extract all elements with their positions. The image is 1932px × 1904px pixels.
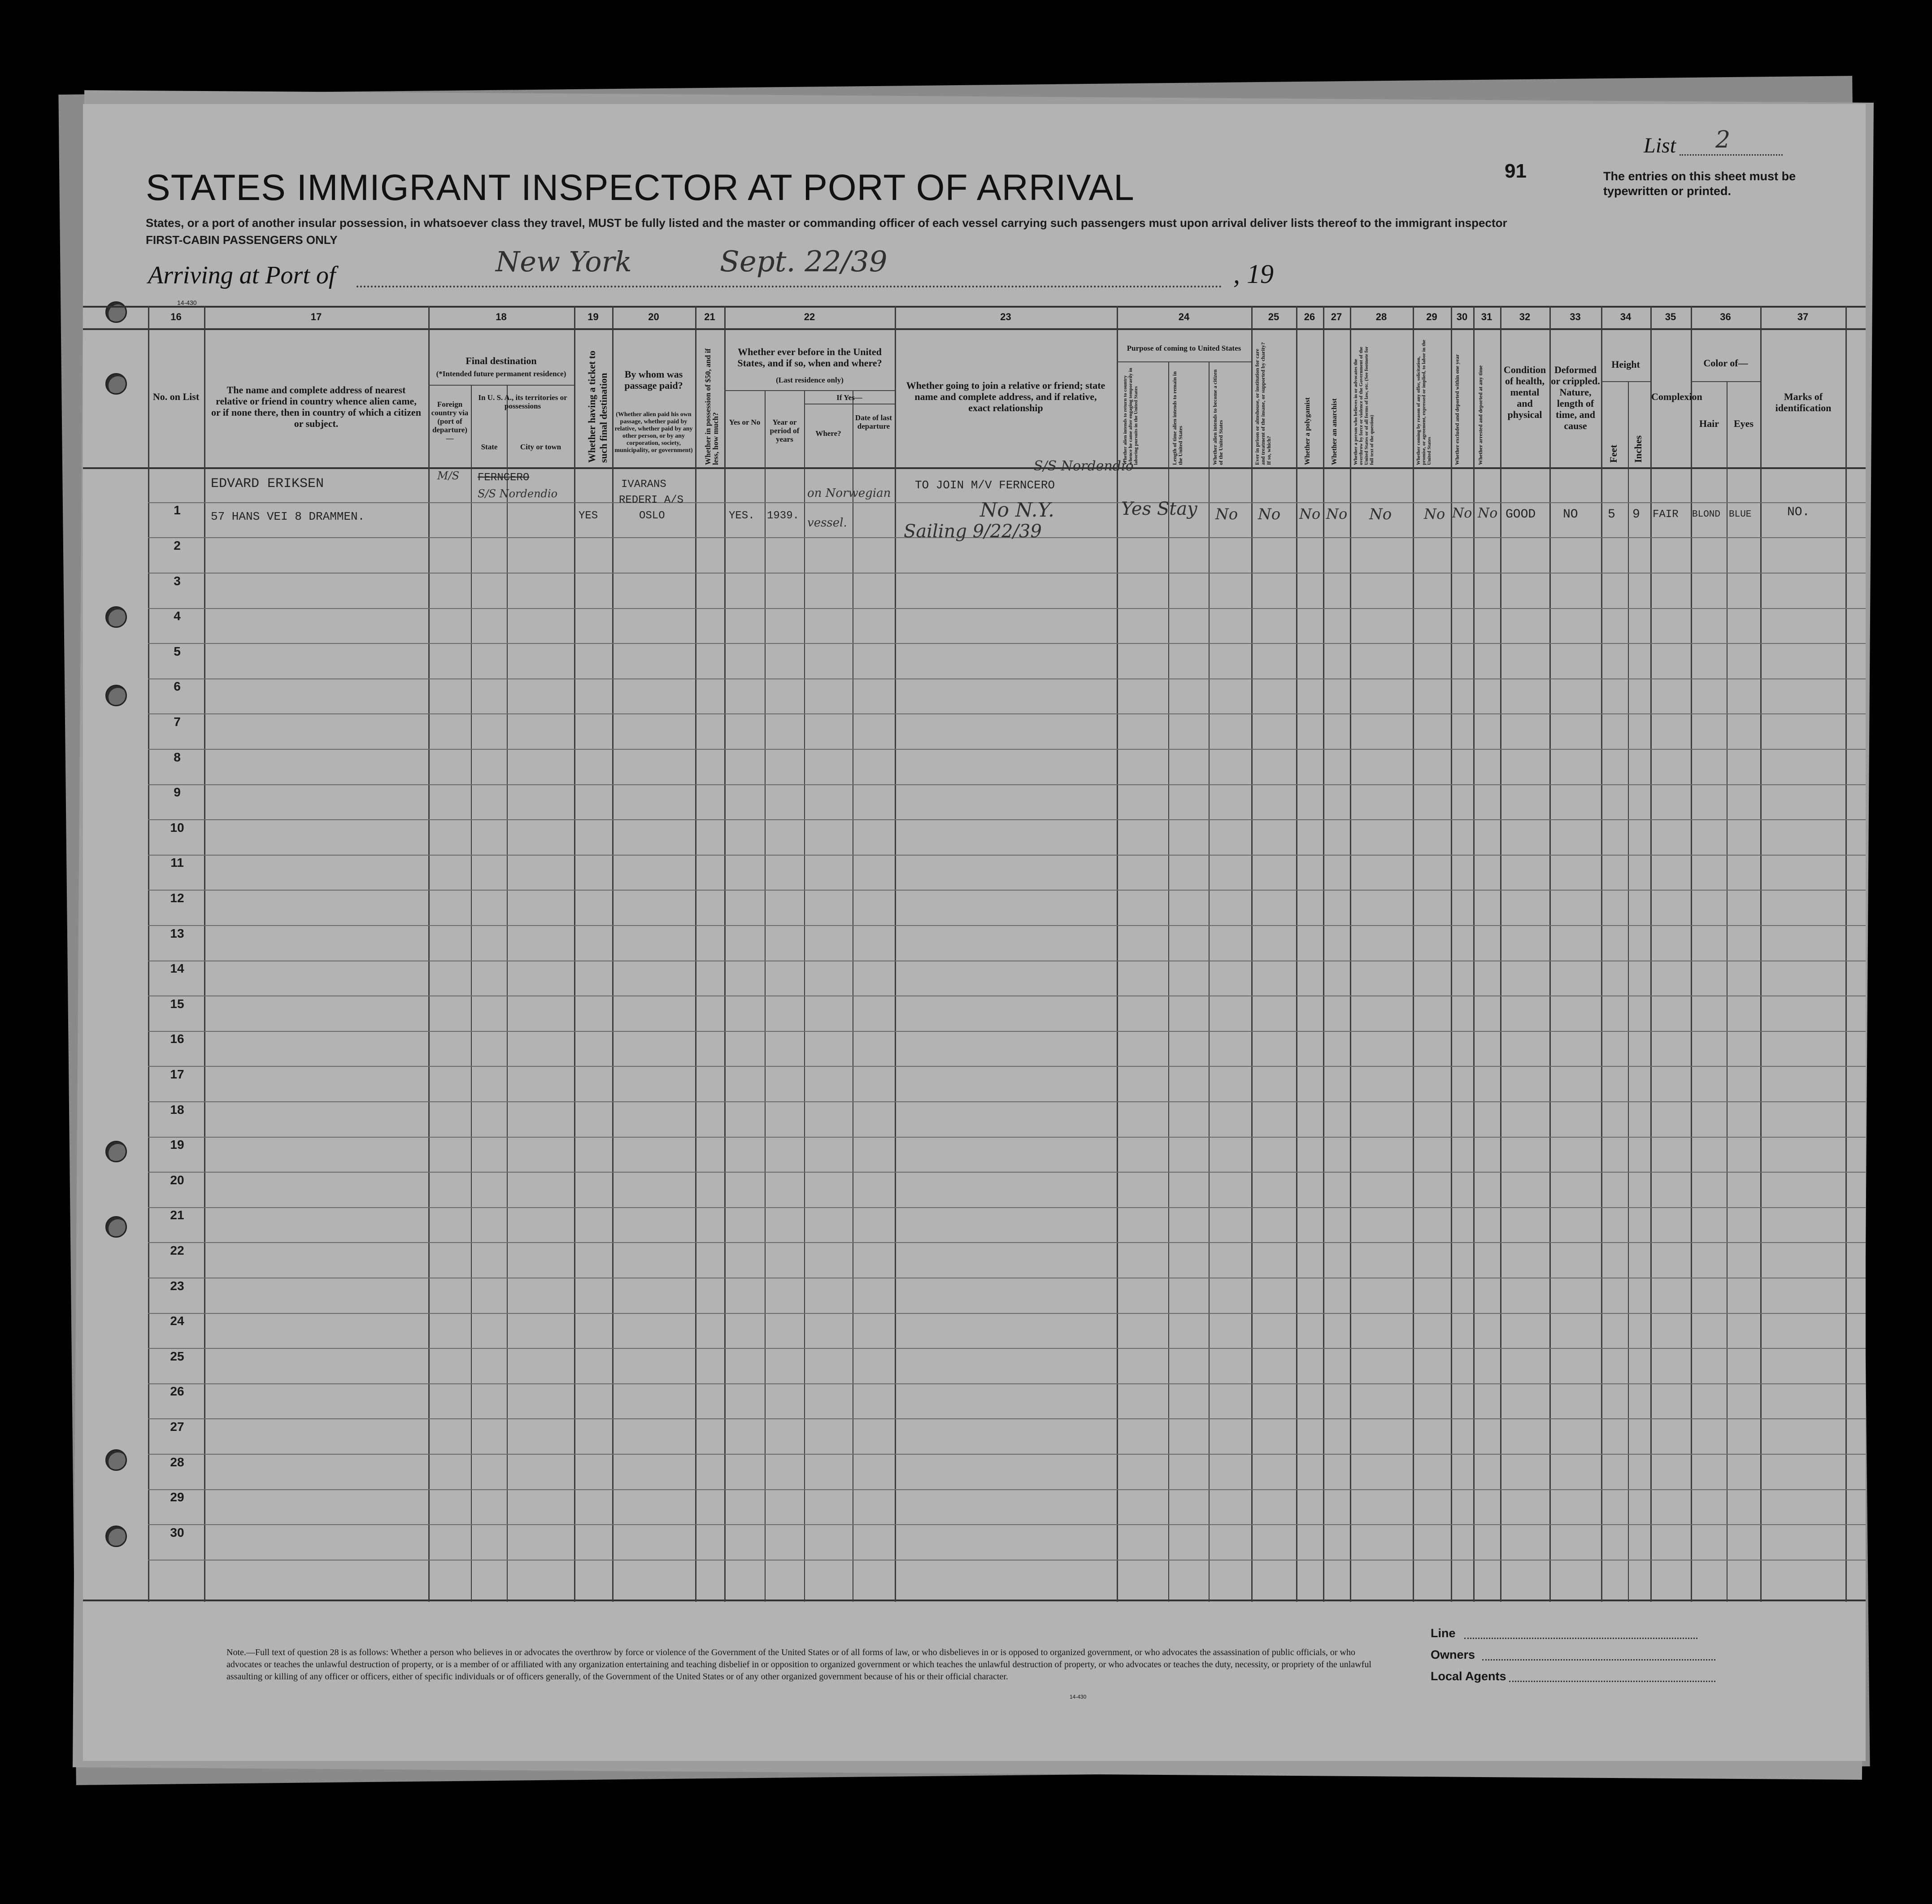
port-handwritten: New York [496,245,632,278]
header-passage-paid-sub: (Whether alien paid his own passage, whether paid by relative, whether paid by any other person, or by any corporation, society, municipality, or government) [614,411,693,454]
column-divider [1209,362,1210,1602]
column-number: 23 [1000,311,1011,322]
punch-hole-icon [105,373,127,395]
column-divider [507,386,508,1602]
header-inches: Inches [1632,435,1644,463]
row-number: 4 [174,609,181,623]
column-number: 34 [1620,311,1632,322]
list-label: List [1644,134,1676,157]
header-final-destination-sub: (*Intended future permanent residence) [436,369,566,378]
punch-hole-icon [105,1526,127,1547]
question28-answer: No [1369,505,1392,523]
header-purpose-a: Whether alien intends to return to country whence he came after engaging temporarily in laboring pursuits in the United States [1123,368,1139,465]
class-line: FIRST-CABIN PASSENGERS ONLY [146,233,338,247]
anarchist-answer: No [1326,505,1348,522]
header-excluded: Whether excluded and deported within one year [1454,354,1460,465]
header-ever-before: Whether ever before in the United States, and if so, when and where? [737,346,882,369]
column-number: 37 [1797,311,1809,322]
column-number: 27 [1331,311,1342,322]
owners-label: Owners [1431,1648,1475,1661]
city-handwritten: S/S Nordendio [478,487,558,500]
header-where: Where? [815,429,841,438]
row-number: 20 [170,1173,184,1187]
column-divider [1845,306,1847,1602]
row-number: 19 [170,1138,184,1152]
header-ever-before-sub: (Last residence only) [776,376,844,384]
deformed-value: NO [1563,508,1578,522]
header-polygamist: Whether a polygamist [1304,397,1311,465]
column-divider [1549,306,1551,1602]
arriving-label: Arriving at Port of [148,261,336,289]
column-number: 36 [1720,311,1731,322]
page-title: STATES IMMIGRANT INSPECTOR AT PORT OF ARRIVAL [146,167,1135,208]
column-number: 31 [1481,311,1493,322]
date-handwritten: Sept. 22/39 [720,245,888,278]
column-divider [148,306,149,1602]
before-yes-no: YES. [729,510,755,522]
table-top-rule [83,306,1866,308]
ticket-value: YES [579,510,598,522]
header-year: Year or period of years [770,418,800,443]
before-year: 1939. [767,510,800,522]
column-number: 35 [1665,311,1676,322]
paid-by-line2: REDERI A/S [619,494,684,506]
header-purpose-b: Length of time alien intends to remain in the United States [1171,371,1184,465]
row-number: 24 [170,1314,184,1328]
column-divider [1296,306,1297,1602]
row-number: 12 [170,891,184,905]
column-number: 17 [310,311,322,322]
row-number: 5 [174,644,181,658]
column-divider [1413,306,1414,1602]
header-usa: In U. S. A., its territories or possessions [478,393,567,410]
column-divider [1168,362,1169,1602]
column-number: 21 [704,311,715,322]
row-number: 7 [174,715,181,729]
column-divider [612,306,614,1602]
state-struck: FERNCERO [478,472,530,484]
header-hair: Hair [1699,418,1719,429]
header-deformed: Deformed or crippled. Nature, length of time, and cause [1551,364,1600,431]
row-number: 14 [170,961,184,975]
header-arrested: Whether arrested and deported at any time [1477,365,1484,465]
height-inches: 9 [1632,508,1640,522]
column-divider [428,306,430,1602]
row-number: 26 [170,1384,184,1398]
header-feet: Feet [1608,444,1619,463]
join-handwritten-3: Sailing 9/22/39 [904,521,1042,542]
prison-answer: No [1258,505,1281,523]
punch-hole-icon [105,1216,127,1238]
header-state: State [481,443,498,451]
relative-name: EDVARD ERIKSEN [211,476,324,491]
row-number: 15 [170,997,184,1011]
column-divider [724,306,726,1602]
join-handwritten-2: No N.Y. [980,499,1055,522]
row-number: 10 [170,821,184,835]
header-passage-paid: By whom was passage paid? [624,369,683,391]
punch-hole-icon [105,1449,127,1471]
row-number: 16 [170,1032,184,1046]
row-number: 22 [170,1243,184,1257]
column-divider [1117,306,1118,1602]
row-number: 21 [170,1208,184,1222]
header-question-28: Whether a person who believes in or advocates the overthrow by force or violence of the Government of the United States or of all forms of law, etc. (See footnote for full text of the question) [1353,346,1375,465]
paid-by-line1: IVARANS [621,478,666,491]
header-anarchist: Whether an anarchist [1331,398,1338,465]
column-divider [1350,306,1351,1602]
row-number: 1 [174,503,181,517]
row-number: 18 [170,1103,184,1117]
column-divider [1323,306,1324,1602]
join-typed: TO JOIN M/V FERNCERO [915,478,1055,492]
purpose-handwritten: Yes Stay [1121,499,1197,519]
column-number: 26 [1304,311,1315,322]
header-yes-no: Yes or No [729,418,761,426]
column-number: 29 [1426,311,1437,322]
column-number: 18 [496,311,507,322]
row-number: 23 [170,1279,184,1293]
paid-by-line3: OSLO [639,510,665,522]
polygamist-answer: No [1299,505,1321,522]
join-handwritten-1: S/S Nordendio [1034,458,1134,474]
column-number: 32 [1519,311,1531,322]
header-complexion: Complexion [1651,391,1702,402]
header-city: City or town [520,443,561,451]
row-number: 11 [170,856,184,869]
marks-value: NO. [1787,505,1810,519]
column-divider [695,306,696,1602]
excluded-answer: No [1452,505,1472,521]
intends-citizen: No [1215,505,1238,523]
height-feet: 5 [1608,508,1615,522]
line-label: Line [1431,1626,1456,1640]
row-number: 2 [174,539,181,552]
manifest-sheet [83,104,1866,1761]
entries-note: The entries on this sheet must be typewritten or printed. [1603,170,1796,198]
local-agents-label: Local Agents [1431,1669,1506,1683]
row-number: 9 [174,785,181,799]
punch-hole-icon [105,685,127,706]
year-prefix: , 19 [1233,259,1274,289]
list-line [1680,154,1783,156]
header-color: Color of— [1703,357,1748,369]
column-divider [1500,306,1501,1602]
column-divider [574,306,575,1602]
column-number: 16 [170,311,182,322]
punch-hole-icon [105,606,127,628]
header-labor-offer: Whether coming by reason of any offer, solicitation, promise, or agreement, expressed or implied, to labor in the United States [1416,339,1432,465]
hair-value: BLOND [1692,509,1721,520]
column-number: 24 [1178,311,1190,322]
column-divider [204,306,205,1602]
row-number: 13 [170,926,184,940]
column-number: 28 [1375,311,1387,322]
header-foreign-country: Foreign country via (port of departure)— [431,400,469,443]
row-number: 30 [170,1526,184,1539]
row-number: 8 [174,750,181,764]
row-number: 27 [170,1420,184,1434]
foreign-via: M/S [437,469,460,482]
header-no-on-list: No. on List [152,391,200,402]
column-number: 25 [1268,311,1279,322]
header-bottom-rule [83,467,1866,469]
header-marks: Marks of identification [1775,391,1832,413]
header-final-destination: Final destination [466,355,537,366]
relative-address: 57 HANS VEI 8 DRAMMEN. [211,510,365,523]
header-eyes: Eyes [1734,418,1754,429]
punch-hole-icon [105,301,127,323]
column-divider [1650,306,1652,1602]
header-date-departure: Date of last departure [855,413,892,430]
form-number: 14-430 [177,299,197,306]
list-number: 2 [1715,126,1731,153]
column-divider [1251,306,1253,1602]
header-health: Condition of health, mental and physical [1503,364,1546,420]
header-relative-address: The name and complete address of nearest relative or friend in country whence alien came, or if none there, then in country of which a citizen or subject. [211,384,421,429]
row-number: 25 [170,1349,184,1363]
page-number: 91 [1505,160,1527,182]
column-divider [1601,306,1602,1602]
health-value: GOOD [1506,508,1536,522]
column-number: 33 [1570,311,1581,322]
header-ticket: Whether having a ticket to such final destination [586,350,609,463]
column-divider [1451,306,1452,1602]
header-join-relative: Whether going to join a relative or friend; state name and complete address, and if relative, exact relationship [906,380,1105,413]
column-divider [471,386,472,1602]
column-divider [1473,306,1475,1602]
instructions-line: States, or a port of another insular possession, in whatsoever class they travel, MUST be fully listed and the master or commanding officer of each vessel carrying such passengers must upon arrival deliver lists thereof to the immigrant inspector [146,216,1507,230]
row-number: 17 [170,1067,184,1081]
header-if-yes: If Yes— [836,393,862,402]
row-number: 6 [174,679,181,693]
row-number: 29 [170,1490,184,1504]
column-number: 20 [648,311,659,322]
punch-hole-icon [105,1141,127,1162]
arriving-line [357,286,1222,287]
column-number: 30 [1456,311,1468,322]
column-number: 19 [587,311,599,322]
footer-form-number: 14-430 [1070,1694,1087,1700]
header-prison: Ever in prison or almshouse, or institution for care and treatment of the insane, or supported by charity? If so, which? [1254,342,1272,465]
column-number: 22 [804,311,815,322]
header-height: Height [1611,359,1640,370]
labor-offer-answer: No [1424,505,1445,522]
header-purpose-c: Whether alien intends to become a citizen of the United States [1212,369,1224,465]
arrested-answer: No [1478,505,1498,521]
row-number: 28 [170,1455,184,1469]
table-bottom-rule [83,1600,1866,1601]
header-purpose: Purpose of coming to United States [1127,344,1241,352]
eyes-value: BLUE [1729,509,1752,520]
colnum-rule [83,328,1866,330]
column-divider [1760,306,1762,1602]
column-divider [1691,306,1692,1602]
complexion-value: FAIR [1653,509,1679,521]
row-number: 3 [174,574,181,588]
header-fifty-dollars: Whether in possession of $50, and if less, how much? [704,348,720,465]
where-handwritten: on Norwegian vessel. [807,487,891,530]
footnote: Note.—Full text of question 28 is as follows: Whether a person who believes in or advocates the overthrow by force or violence of the Government of the United States or of all forms of law, or who disbelieves in or is opposed to organized government, or who advocates the assassination of public officials, or who advocates or teaches the unlawful destruction of property, or is a member of or affiliated with any organization entertaining and teaching disbelief in or opposition to organized government or which teaches the unlawful destruction of property, or who advocates or teaches the duty, necessity, or propriety of the unlawful assaulting or killing of any officer or officers, either of specific individuals or of officers generally, of the Government of the United States or of any other organized government because of his or their official character. [226,1648,1371,1682]
